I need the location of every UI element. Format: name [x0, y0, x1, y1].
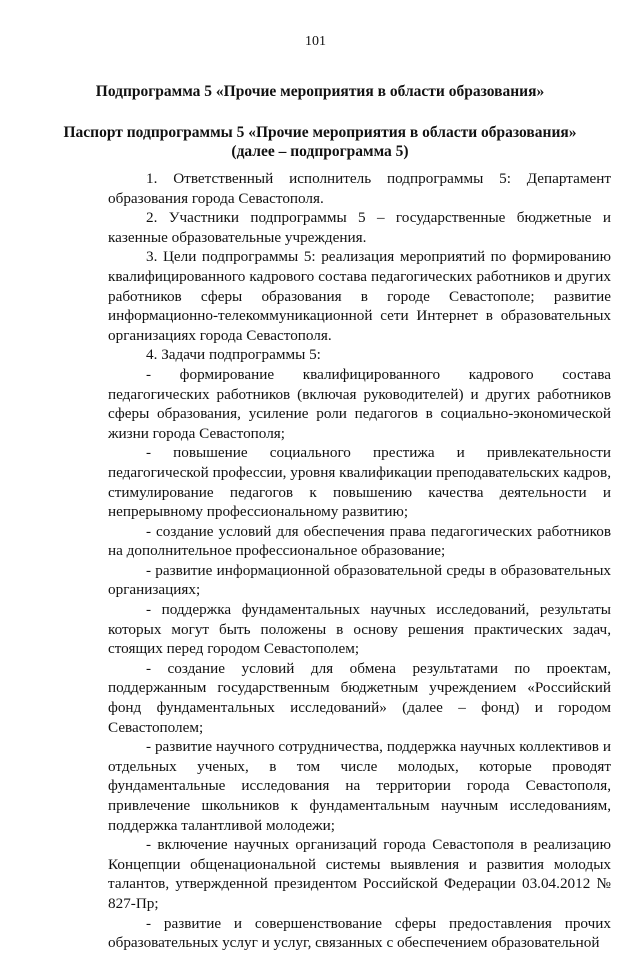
task-item: - включение научных организаций города Севастополя в реализацию Концепции общенациональной системы выявления и развития молодых талантов, утвержденной президентом Российской Федерации 03.04.2012 № 827-Пр;	[108, 836, 611, 912]
passport-heading-line-1: Паспорт подпрограммы 5 «Прочие мероприятия в области образования»	[63, 124, 577, 141]
task-item: - развитие информационной образовательной среды в образовательных организациях;	[108, 561, 611, 599]
task-item: - поддержка фундаментальных научных исследований, результаты которых могут быть положены в основу решения практических задач, стоящих перед городом Севастополем;	[108, 601, 611, 658]
page-number: 101	[305, 34, 326, 49]
passport-heading-line-2: (далее – подпрограмма 5)	[231, 143, 409, 160]
task-item: - формирование квалифицированного кадрового состава педагогических работников (включая руководителей) и других работников сферы образования, усиление роли педагогов в социально-экономической жизни города Севастополя;	[108, 365, 611, 442]
task-item: - повышение социального престижа и привлекательности педагогической профессии, уровня квалификации преподавательских кадров, стимулирование педагогов к повышению качества деятельности и непрерывному профессиональному развитию;	[108, 444, 611, 521]
task-item: - развитие и совершенствование сферы предоставления прочих образовательных услуг и услуг, связанных с обеспечением образовательной	[108, 914, 611, 952]
section-title: Подпрограмма 5 «Прочие мероприятия в области образования»	[95, 83, 545, 100]
document-body	[108, 169, 611, 953]
task-item: - создание условий для обмена результатами по проектам, поддержанным государственным бюджетным учреждением «Российский фонд фундаментальных исследований» (далее – фонд) и городом Севастополем;	[108, 659, 611, 736]
task-item: - развитие научного сотрудничества, поддержка научных коллективов и отдельных ученых, в том числе молодых, которые проводят фундаментальные исследования на территории города Севастополя, привлечение школьников к фундаментальным научным исследованиям, поддержка талантливой молодежи;	[108, 738, 611, 834]
paragraph-responsible-executor: 1. Ответственный исполнитель подпрограммы 5: Департамент образования города Севастополя.	[108, 170, 611, 207]
passport-heading	[40, 123, 600, 161]
paragraph-goals: 3. Цели подпрограммы 5: реализация мероприятий по формированию квалифицированного кадрового состава педагогических работников и других работников сферы образования в городе Севастополе; развитие информационно-телекоммуникационной сети Интернет в образовательных организациях города Севастополя.	[108, 248, 611, 344]
paragraph-participants: 2. Участники подпрограммы 5 – государственные бюджетные и казенные образовательные учреждения.	[108, 209, 611, 246]
paragraph-tasks-heading: 4. Задачи подпрограммы 5:	[146, 346, 321, 364]
task-item: - создание условий для обеспечения права педагогических работников на дополнительное профессиональное образование;	[108, 522, 611, 560]
